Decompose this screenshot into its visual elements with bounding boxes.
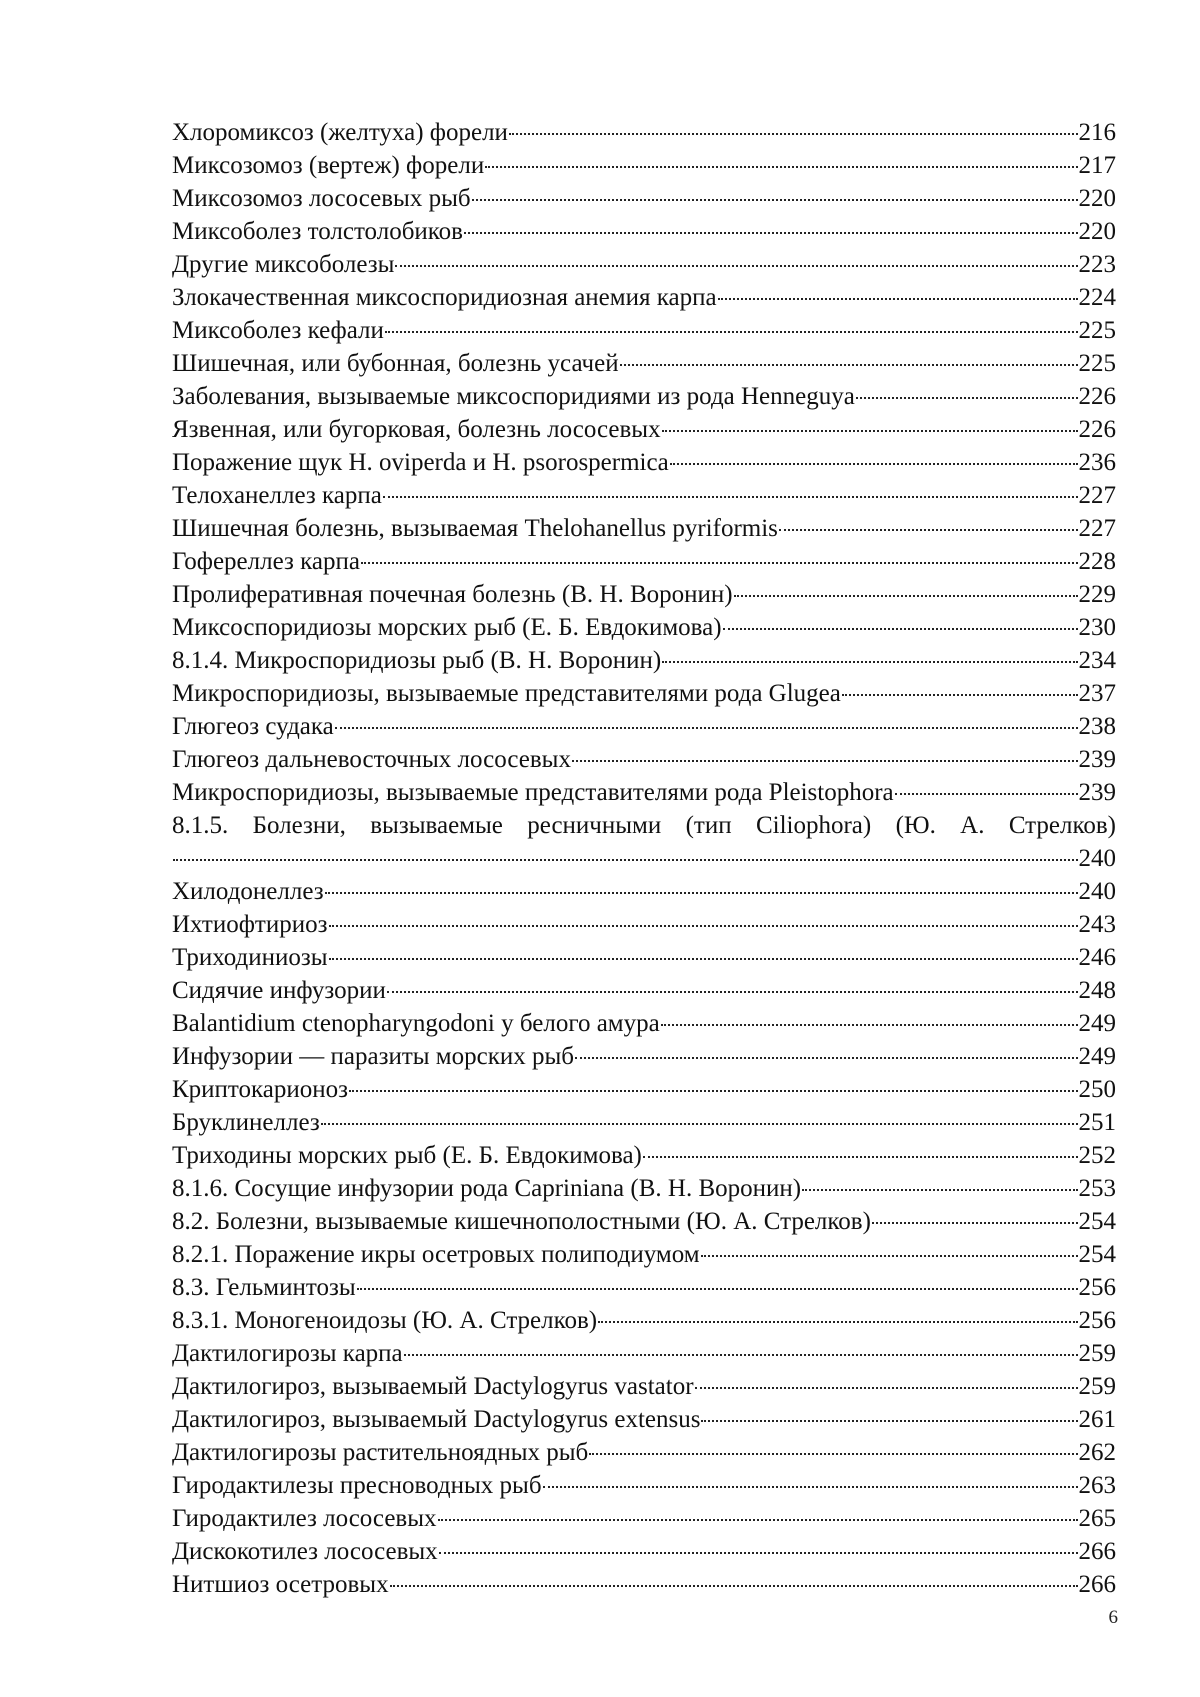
toc-entry — [172, 611, 1116, 644]
toc-entry — [172, 1370, 1116, 1403]
toc-entry — [172, 1238, 1116, 1271]
dot-leader — [856, 397, 1078, 399]
toc-entry-page: 266 — [1078, 1538, 1116, 1565]
toc-entry-title: Триходиниозы — [172, 944, 328, 971]
toc-entry-title: Дактилогирозы карпа — [172, 1340, 403, 1367]
toc-entry-title: Дактилогироз, вызываемый Dactylogyrus extensus — [172, 1406, 701, 1433]
toc-entry-title: 8.3. Гельминтозы — [172, 1274, 356, 1301]
toc-entry-title: 8.3.1. Моногеноидозы (Ю. А. Стрелков) — [172, 1307, 598, 1334]
toc-entry-title: Шишечная болезнь, вызываемая Thelohanellus pyriformis — [172, 515, 778, 542]
toc-entry — [172, 1436, 1116, 1469]
toc-entry — [172, 281, 1116, 314]
dot-leader — [662, 661, 1077, 663]
toc-entry-continuation — [172, 842, 1116, 875]
toc-entry — [172, 1007, 1116, 1040]
dot-leader — [390, 1585, 1078, 1587]
toc-entry-page: 254 — [1078, 1241, 1116, 1268]
toc-entry-page: 263 — [1078, 1472, 1116, 1499]
toc-entry-page: 254 — [1078, 1208, 1116, 1235]
toc-entry — [172, 215, 1116, 248]
toc-entry — [172, 1139, 1116, 1172]
toc-entry-page: 236 — [1078, 449, 1116, 476]
toc-entry-page: 265 — [1078, 1505, 1116, 1532]
toc-entry-title: Дактилогироз, вызываемый Dactylogyrus vastator — [172, 1373, 694, 1400]
toc-entry-page: 237 — [1078, 680, 1116, 707]
dot-leader — [872, 1222, 1078, 1224]
toc-entry-title: Хлоромиксоз (желтуха) форели — [172, 119, 508, 146]
toc-entry-title: Заболевания, вызываемые миксоспоридиями из рода Henneguya — [172, 383, 855, 410]
toc-entry-page: 230 — [1078, 614, 1116, 641]
toc-entry-page: 259 — [1078, 1373, 1116, 1400]
dot-leader — [723, 628, 1078, 630]
dot-leader — [701, 1420, 1077, 1422]
toc-entry-title: Сидячие инфузории — [172, 977, 386, 1004]
dot-leader — [404, 1354, 1078, 1356]
toc-entry-page: 240 — [1078, 878, 1116, 905]
toc-entry-page: 227 — [1078, 482, 1116, 509]
toc-entry-page: 259 — [1078, 1340, 1116, 1367]
table-of-contents — [172, 116, 1116, 1601]
toc-entry-page: 216 — [1078, 119, 1116, 146]
toc-entry — [172, 1040, 1116, 1073]
toc-entry — [172, 776, 1116, 809]
toc-entry-title: Инфузории — паразиты морских рыб — [172, 1043, 575, 1070]
dot-leader — [383, 496, 1078, 498]
toc-entry — [172, 1403, 1116, 1436]
dot-leader — [543, 1486, 1078, 1488]
toc-entry-page: 220 — [1078, 218, 1116, 245]
toc-entry-title: Дискокотилез лососевых — [172, 1538, 438, 1565]
toc-entry — [172, 875, 1116, 908]
toc-entry-page: 226 — [1078, 416, 1116, 443]
toc-entry-page: 226 — [1078, 383, 1116, 410]
toc-entry-title: Миксоспоридиозы морских рыб (Е. Б. Евдокимова) — [172, 614, 722, 641]
dot-leader — [439, 1552, 1078, 1554]
dot-leader — [718, 298, 1078, 300]
toc-entry — [172, 149, 1116, 182]
toc-entry — [172, 1172, 1116, 1205]
toc-entry — [172, 1106, 1116, 1139]
toc-entry-title: 8.2.1. Поражение икры осетровых полиподиумом — [172, 1241, 700, 1268]
toc-entry-title: Поражение щук H. oviperda и H. psorospermica — [172, 449, 669, 476]
toc-entry-title: Криптокарионоз — [172, 1076, 349, 1103]
toc-entry-title: Гиродактилезы пресноводных рыб — [172, 1472, 542, 1499]
toc-entry-page: 239 — [1078, 779, 1116, 806]
dot-leader — [670, 463, 1078, 465]
toc-entry-title: 8.2. Болезни, вызываемые кишечнополостными (Ю. А. Стрелков) — [172, 1208, 871, 1235]
toc-entry — [172, 644, 1116, 677]
toc-entry-title: Гиродактилез лососевых — [172, 1505, 437, 1532]
toc-entry-title: 8.1.4. Микроспоридиозы рыб (В. Н. Воронин) — [172, 647, 662, 674]
toc-entry — [172, 710, 1116, 743]
toc-entry-page: 248 — [1078, 977, 1116, 1004]
dot-leader — [598, 1321, 1077, 1323]
toc-entry — [172, 743, 1116, 776]
toc-entry-page: 249 — [1078, 1043, 1116, 1070]
toc-entry — [172, 479, 1116, 512]
toc-entry-page: 256 — [1078, 1307, 1116, 1334]
dot-leader — [472, 199, 1078, 201]
toc-entry-title: Хилодонеллез — [172, 878, 324, 905]
toc-entry-title: Триходины морских рыб (Е. Б. Евдокимова) — [172, 1142, 642, 1169]
toc-entry-title: Пролиферативная почечная болезнь (В. Н. Воронин) — [172, 581, 733, 608]
toc-entry — [172, 809, 1116, 875]
toc-entry-title: Микроспоридиозы, вызываемые представителями рода Pleistophora — [172, 779, 894, 806]
dot-leader — [464, 232, 1078, 234]
toc-entry — [172, 578, 1116, 611]
toc-entry-page: 220 — [1078, 185, 1116, 212]
dot-leader — [438, 1519, 1078, 1521]
toc-entry-title: Миксоболез кефали — [172, 317, 384, 344]
toc-entry — [172, 545, 1116, 578]
toc-entry-page: 252 — [1078, 1142, 1116, 1169]
toc-entry-page: 227 — [1078, 515, 1116, 542]
toc-entry — [172, 1073, 1116, 1106]
dot-leader — [662, 430, 1078, 432]
page-number: 6 — [1108, 1607, 1118, 1628]
toc-entry-title: Гофереллез карпа — [172, 548, 360, 575]
dot-leader — [325, 892, 1078, 894]
toc-entry-page: 249 — [1078, 1010, 1116, 1037]
dot-leader — [695, 1387, 1078, 1389]
dot-leader — [701, 1255, 1078, 1257]
toc-entry-title: Миксозомоз лососевых рыб — [172, 185, 471, 212]
toc-entry — [172, 116, 1116, 149]
dot-leader — [485, 166, 1077, 168]
toc-entry-page: 240 — [1078, 845, 1116, 872]
dot-leader — [395, 265, 1077, 267]
toc-entry — [172, 974, 1116, 1007]
dot-leader — [321, 1123, 1078, 1125]
toc-entry-title: Balantidium ctenopharyngodoni у белого амура — [172, 1010, 660, 1037]
toc-entry — [172, 908, 1116, 941]
toc-entry-title: Ихтиофтириоз — [172, 911, 328, 938]
dot-leader — [575, 1057, 1077, 1059]
toc-entry-title: Бруклинеллез — [172, 1109, 320, 1136]
toc-entry-title: 8.1.5. Болезни, вызываемые ресничными (тип Ciliophora) (Ю. А. Стрелков) — [172, 812, 1116, 839]
toc-entry-page: 262 — [1078, 1439, 1116, 1466]
toc-entry — [172, 512, 1116, 545]
toc-entry-page: 225 — [1078, 317, 1116, 344]
toc-entry — [172, 1568, 1116, 1601]
dot-leader — [734, 595, 1078, 597]
toc-entry — [172, 1205, 1116, 1238]
toc-entry-title: Телоханеллез карпа — [172, 482, 382, 509]
toc-entry-page: 229 — [1078, 581, 1116, 608]
dot-leader — [661, 1024, 1078, 1026]
dot-leader — [335, 727, 1078, 729]
dot-leader — [509, 133, 1078, 135]
toc-entry-page: 228 — [1078, 548, 1116, 575]
toc-entry-title: Шишечная, или бубонная, болезнь усачей — [172, 350, 619, 377]
toc-entry — [172, 1337, 1116, 1370]
dot-leader — [620, 364, 1078, 366]
dot-leader — [357, 1288, 1078, 1290]
dot-leader — [349, 1090, 1077, 1092]
toc-entry-page: 238 — [1078, 713, 1116, 740]
toc-entry-title: Миксозомоз (вертеж) форели — [172, 152, 485, 179]
toc-entry — [172, 248, 1116, 281]
toc-entry-page: 224 — [1078, 284, 1116, 311]
toc-entry-title: Глюгеоз судака — [172, 713, 334, 740]
toc-entry-page: 251 — [1078, 1109, 1116, 1136]
toc-entry — [172, 1304, 1116, 1337]
toc-entry-title: Нитшиоз осетровых — [172, 1571, 389, 1598]
toc-entry — [172, 941, 1116, 974]
toc-entry — [172, 1502, 1116, 1535]
toc-entry-title: Миксоболез толстолобиков — [172, 218, 463, 245]
toc-entry-title: Глюгеоз дальневосточных лососевых — [172, 746, 571, 773]
toc-entry — [172, 1271, 1116, 1304]
toc-entry-page: 239 — [1078, 746, 1116, 773]
toc-entry-page: 256 — [1078, 1274, 1116, 1301]
toc-entry-page: 243 — [1078, 911, 1116, 938]
dot-leader — [589, 1453, 1077, 1455]
toc-entry-title: Злокачественная миксоспоридиозная анемия карпа — [172, 284, 717, 311]
toc-entry-page: 225 — [1078, 350, 1116, 377]
toc-entry-title: 8.1.6. Сосущие инфузории рода Capriniana (В. Н. Воронин) — [172, 1175, 802, 1202]
toc-entry-title: Другие миксоболезы — [172, 251, 395, 278]
dot-leader — [387, 991, 1078, 993]
toc-entry-title: Микроспоридиозы, вызываемые представителями рода Glugea — [172, 680, 841, 707]
dot-leader — [895, 793, 1078, 795]
dot-leader — [329, 958, 1078, 960]
toc-entry — [172, 314, 1116, 347]
dot-leader — [385, 331, 1078, 333]
toc-entry-title: Дактилогирозы растительноядных рыб — [172, 1439, 589, 1466]
toc-entry — [172, 413, 1116, 446]
toc-entry — [172, 380, 1116, 413]
toc-entry — [172, 446, 1116, 479]
dot-leader — [361, 562, 1078, 564]
dot-leader — [572, 760, 1078, 762]
toc-entry — [172, 182, 1116, 215]
dot-leader — [802, 1189, 1077, 1191]
toc-entry — [172, 1535, 1116, 1568]
toc-entry-page: 246 — [1078, 944, 1116, 971]
toc-entry — [172, 347, 1116, 380]
dot-leader — [842, 694, 1078, 696]
toc-entry-page: 217 — [1078, 152, 1116, 179]
toc-entry — [172, 677, 1116, 710]
toc-entry-page: 253 — [1078, 1175, 1116, 1202]
dot-leader — [779, 529, 1078, 531]
toc-entry-page: 261 — [1078, 1406, 1116, 1433]
toc-entry-page: 266 — [1078, 1571, 1116, 1598]
dot-leader — [173, 859, 1078, 861]
dot-leader — [643, 1156, 1078, 1158]
toc-entry-title: Язвенная, или бугорковая, болезнь лососевых — [172, 416, 661, 443]
toc-entry-page: 223 — [1078, 251, 1116, 278]
toc-entry-page: 250 — [1078, 1076, 1116, 1103]
dot-leader — [329, 925, 1078, 927]
toc-entry — [172, 1469, 1116, 1502]
toc-entry-page: 234 — [1078, 647, 1116, 674]
